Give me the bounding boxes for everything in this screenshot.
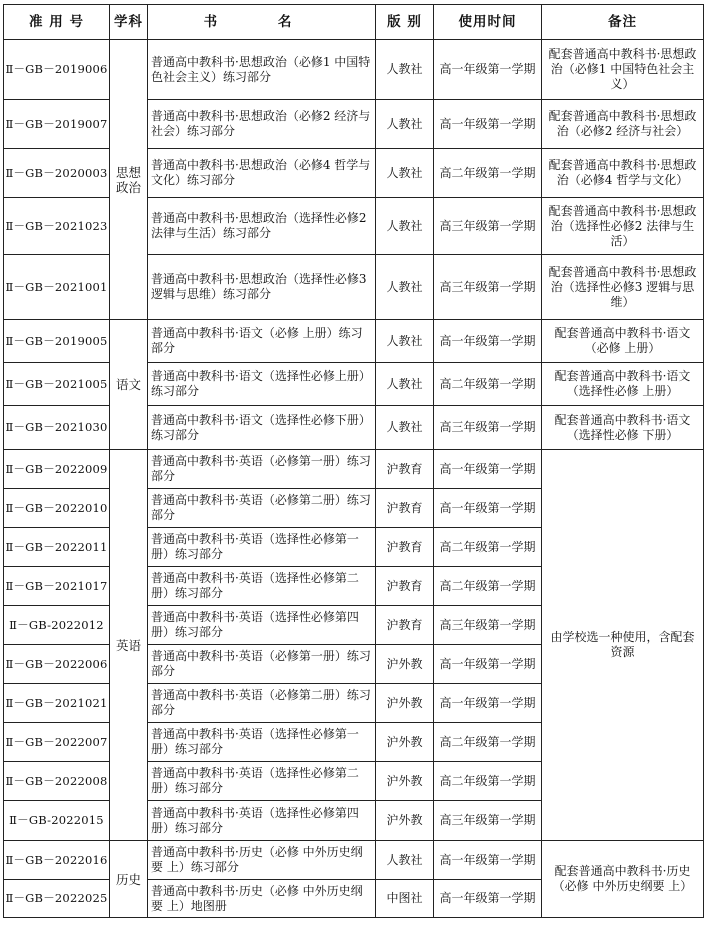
row-title: 普通高中教科书·历史（必修 中外历史纲要 上）地图册 [148, 880, 376, 918]
row-term: 高三年级第一学期 [434, 406, 542, 450]
table-row [4, 841, 704, 880]
row-code: Ⅱ－GB－2022007 [4, 723, 110, 762]
table-row [4, 450, 704, 489]
row-code: Ⅱ－GB－2022008 [4, 762, 110, 801]
row-title: 普通高中教科书·英语（选择性必修第四册）练习部分 [148, 606, 376, 645]
table-row [4, 198, 704, 255]
header-row [4, 5, 704, 40]
row-term: 高二年级第一学期 [434, 149, 542, 198]
subject-cell-politics: 思想政治 [110, 40, 148, 320]
row-edition: 沪教育 [376, 606, 434, 645]
row-edition: 人教社 [376, 363, 434, 406]
row-code: Ⅱ－GB－2019005 [4, 320, 110, 363]
row-code: Ⅱ－GB－2019006 [4, 40, 110, 100]
row-code: Ⅱ－GB－2021005 [4, 363, 110, 406]
row-code: Ⅱ－GB－2022011 [4, 528, 110, 567]
row-note: 配套普通高中教科书·思想政治（选择性必修2 法律与生活） [542, 198, 704, 255]
row-term: 高三年级第一学期 [434, 255, 542, 320]
header-edition: 版 别 [376, 5, 434, 40]
row-edition: 人教社 [376, 841, 434, 880]
row-note: 配套普通高中教科书·语文（选择性必修 下册） [542, 406, 704, 450]
row-note: 配套普通高中教科书·语文（选择性必修 上册） [542, 363, 704, 406]
row-edition: 人教社 [376, 406, 434, 450]
row-edition: 沪外教 [376, 645, 434, 684]
row-title: 普通高中教科书·英语（选择性必修第一册）练习部分 [148, 723, 376, 762]
textbook-table [3, 4, 704, 918]
row-code: Ⅱ－GB－2020003 [4, 149, 110, 198]
row-term: 高一年级第一学期 [434, 684, 542, 723]
row-code: Ⅱ－GB－2022009 [4, 450, 110, 489]
header-subject: 学科 [110, 5, 148, 40]
row-edition: 人教社 [376, 100, 434, 149]
row-edition: 人教社 [376, 255, 434, 320]
row-code: Ⅱ－GB－2022010 [4, 489, 110, 528]
row-edition: 沪教育 [376, 528, 434, 567]
row-title: 普通高中教科书·英语（必修第二册）练习部分 [148, 684, 376, 723]
row-title: 普通高中教科书·语文（选择性必修下册）练习部分 [148, 406, 376, 450]
row-code: Ⅱ－GB－2021021 [4, 684, 110, 723]
row-term: 高一年级第一学期 [434, 320, 542, 363]
table-row [4, 320, 704, 363]
table-row [4, 40, 704, 100]
row-edition: 沪外教 [376, 684, 434, 723]
row-title: 普通高中教科书·语文（选择性必修上册）练习部分 [148, 363, 376, 406]
row-title: 普通高中教科书·思想政治（必修4 哲学与文化）练习部分 [148, 149, 376, 198]
row-code: Ⅱ－GB－2021030 [4, 406, 110, 450]
row-title: 普通高中教科书·语文（必修 上册）练习部分 [148, 320, 376, 363]
row-title: 普通高中教科书·思想政治（必修1 中国特色社会主义）练习部分 [148, 40, 376, 100]
row-title: 普通高中教科书·思想政治（选择性必修2 法律与生活）练习部分 [148, 198, 376, 255]
row-code: Ⅱ－GB－2019007 [4, 100, 110, 149]
row-title: 普通高中教科书·英语（选择性必修第二册）练习部分 [148, 762, 376, 801]
row-edition: 人教社 [376, 40, 434, 100]
row-term: 高二年级第一学期 [434, 762, 542, 801]
row-code: Ⅱ－GB-2022015 [4, 801, 110, 841]
row-edition: 人教社 [376, 320, 434, 363]
row-edition: 沪教育 [376, 489, 434, 528]
row-term: 高一年级第一学期 [434, 40, 542, 100]
row-note: 配套普通高中教科书·思想政治（必修4 哲学与文化） [542, 149, 704, 198]
row-term: 高一年级第一学期 [434, 450, 542, 489]
row-edition: 沪外教 [376, 723, 434, 762]
row-term: 高二年级第一学期 [434, 567, 542, 606]
table-row [4, 255, 704, 320]
row-title: 普通高中教科书·思想政治（选择性必修3 逻辑与思维）练习部分 [148, 255, 376, 320]
row-title: 普通高中教科书·英语（必修第一册）练习部分 [148, 450, 376, 489]
row-edition: 人教社 [376, 198, 434, 255]
row-term: 高一年级第一学期 [434, 880, 542, 918]
row-term: 高二年级第一学期 [434, 363, 542, 406]
row-term: 高三年级第一学期 [434, 198, 542, 255]
row-edition: 沪外教 [376, 762, 434, 801]
history-note: 配套普通高中教科书·历史（必修 中外历史纲要 上） [542, 841, 704, 918]
subject-cell-english: 英语 [110, 450, 148, 841]
header-note: 备注 [542, 5, 704, 40]
row-title: 普通高中教科书·历史（必修 中外历史纲要 上）练习部分 [148, 841, 376, 880]
row-edition: 沪外教 [376, 801, 434, 841]
header-term: 使用时间 [434, 5, 542, 40]
row-code: Ⅱ－GB－2022006 [4, 645, 110, 684]
table-row [4, 406, 704, 450]
row-term: 高一年级第一学期 [434, 645, 542, 684]
row-term: 高一年级第一学期 [434, 489, 542, 528]
subject-cell-history: 历史 [110, 841, 148, 918]
row-title: 普通高中教科书·英语（选择性必修第一册）练习部分 [148, 528, 376, 567]
row-note: 配套普通高中教科书·语文（必修 上册） [542, 320, 704, 363]
row-code: Ⅱ－GB－2022016 [4, 841, 110, 880]
row-code: Ⅱ－GB－2021023 [4, 198, 110, 255]
row-code: Ⅱ－GB－2021001 [4, 255, 110, 320]
row-code: Ⅱ－GB－2022025 [4, 880, 110, 918]
table-row [4, 100, 704, 149]
subject-cell-chinese: 语文 [110, 320, 148, 450]
row-term: 高三年级第一学期 [434, 606, 542, 645]
row-edition: 人教社 [376, 149, 434, 198]
row-term: 高三年级第一学期 [434, 801, 542, 841]
row-code: Ⅱ－GB-2022012 [4, 606, 110, 645]
row-edition: 沪教育 [376, 450, 434, 489]
table-row [4, 149, 704, 198]
row-title: 普通高中教科书·英语（必修第一册）练习部分 [148, 645, 376, 684]
row-term: 高一年级第一学期 [434, 100, 542, 149]
header-code: 准 用 号 [4, 5, 110, 40]
table-row [4, 363, 704, 406]
row-term: 高二年级第一学期 [434, 723, 542, 762]
row-note: 配套普通高中教科书·思想政治（必修2 经济与社会） [542, 100, 704, 149]
row-term: 高二年级第一学期 [434, 528, 542, 567]
row-term: 高一年级第一学期 [434, 841, 542, 880]
row-title: 普通高中教科书·英语（选择性必修第二册）练习部分 [148, 567, 376, 606]
row-title: 普通高中教科书·英语（必修第二册）练习部分 [148, 489, 376, 528]
row-note: 配套普通高中教科书·思想政治（必修1 中国特色社会主义） [542, 40, 704, 100]
english-note: 由学校选一种使用，含配套资源 [542, 450, 704, 841]
header-title: 书 名 [148, 5, 376, 40]
row-title: 普通高中教科书·思想政治（必修2 经济与社会）练习部分 [148, 100, 376, 149]
row-title: 普通高中教科书·英语（选择性必修第四册）练习部分 [148, 801, 376, 841]
row-edition: 沪教育 [376, 567, 434, 606]
row-code: Ⅱ－GB－2021017 [4, 567, 110, 606]
row-note: 配套普通高中教科书·思想政治（选择性必修3 逻辑与思维） [542, 255, 704, 320]
row-edition: 中图社 [376, 880, 434, 918]
